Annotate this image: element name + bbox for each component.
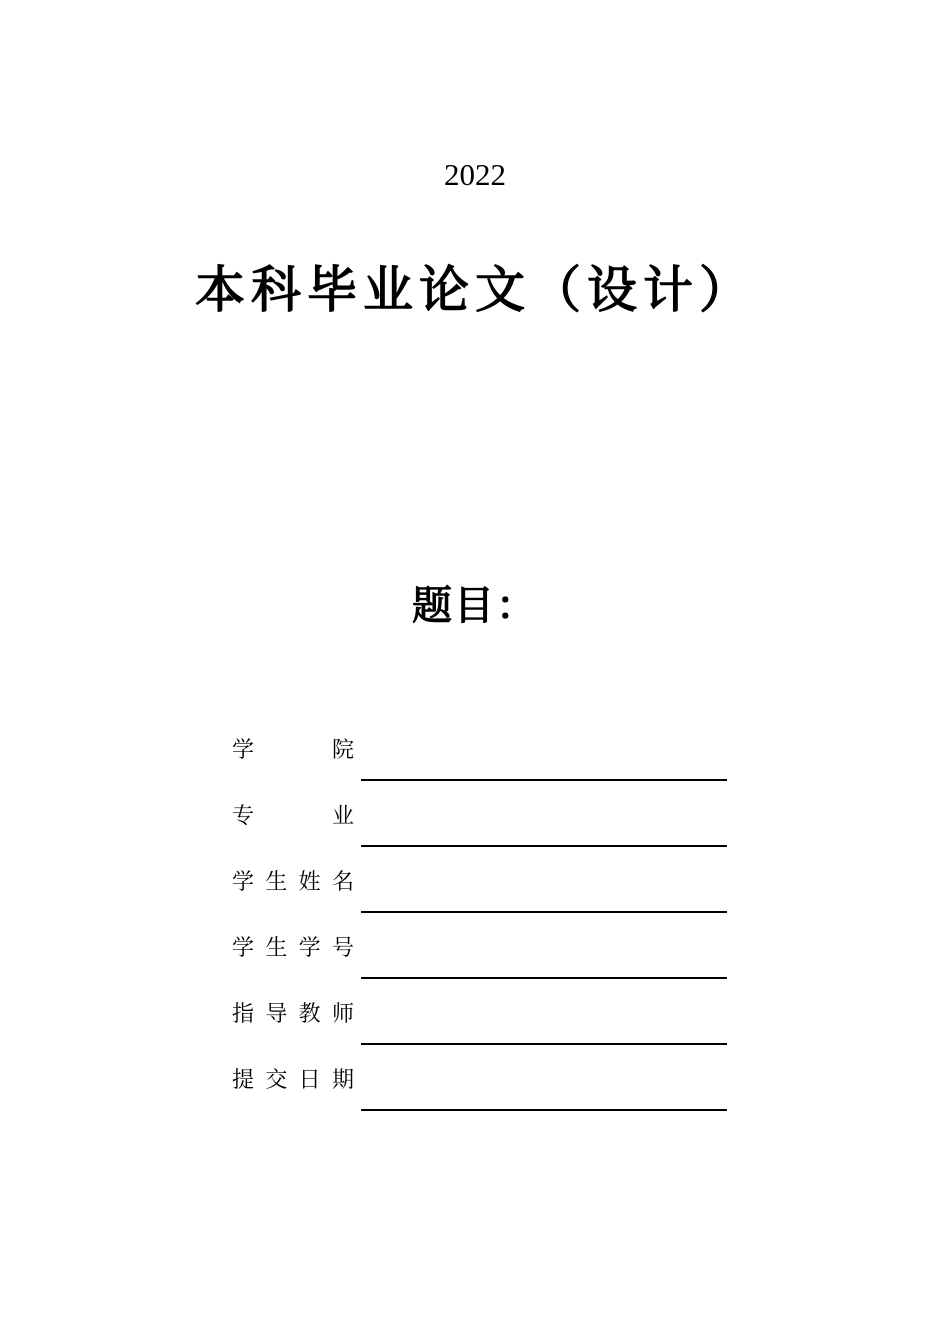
label-char: 期 [331,1068,354,1093]
form-row-submission-date [232,1058,732,1124]
label-char: 业 [331,804,354,829]
label-char: 姓 [298,870,321,895]
label-char: 日 [298,1068,321,1093]
major-fill-line[interactable] [361,845,727,847]
label-char: 生 [265,870,288,895]
form-row-student-name [232,860,732,926]
document-title: 本科毕业论文（设计） [195,260,755,319]
label-char: 号 [331,936,354,961]
college-fill-line[interactable] [361,779,727,781]
label-char: 导 [265,1002,288,1027]
label-char: 交 [265,1068,288,1093]
advisor-fill-line[interactable] [361,1043,727,1045]
label-char: 生 [265,936,288,961]
field-label-submission-date [232,1066,354,1096]
label-char: 学 [232,936,255,961]
label-char: 学 [232,870,255,895]
field-label-student-id [232,934,354,964]
label-char: 专 [232,804,255,829]
student-name-fill-line[interactable] [361,911,727,913]
label-char: 名 [331,870,354,895]
field-label-college [232,736,354,766]
info-form [232,728,732,1124]
submission-date-fill-line[interactable] [361,1109,727,1111]
form-row-major [232,794,732,860]
label-char: 师 [331,1002,354,1027]
form-row-college [232,728,732,794]
label-char: 教 [298,1002,321,1027]
form-row-student-id [232,926,732,992]
student-id-fill-line[interactable] [361,977,727,979]
topic-label: 题目： [412,583,538,629]
form-row-advisor [232,992,732,1058]
label-char: 提 [232,1068,255,1093]
label-char: 学 [298,936,321,961]
field-label-advisor [232,1000,354,1030]
field-label-student-name [232,868,354,898]
label-char: 学 [232,738,255,763]
year: 2022 [444,157,506,192]
label-char: 院 [331,738,354,763]
label-char: 指 [232,1002,255,1027]
field-label-major [232,802,354,832]
